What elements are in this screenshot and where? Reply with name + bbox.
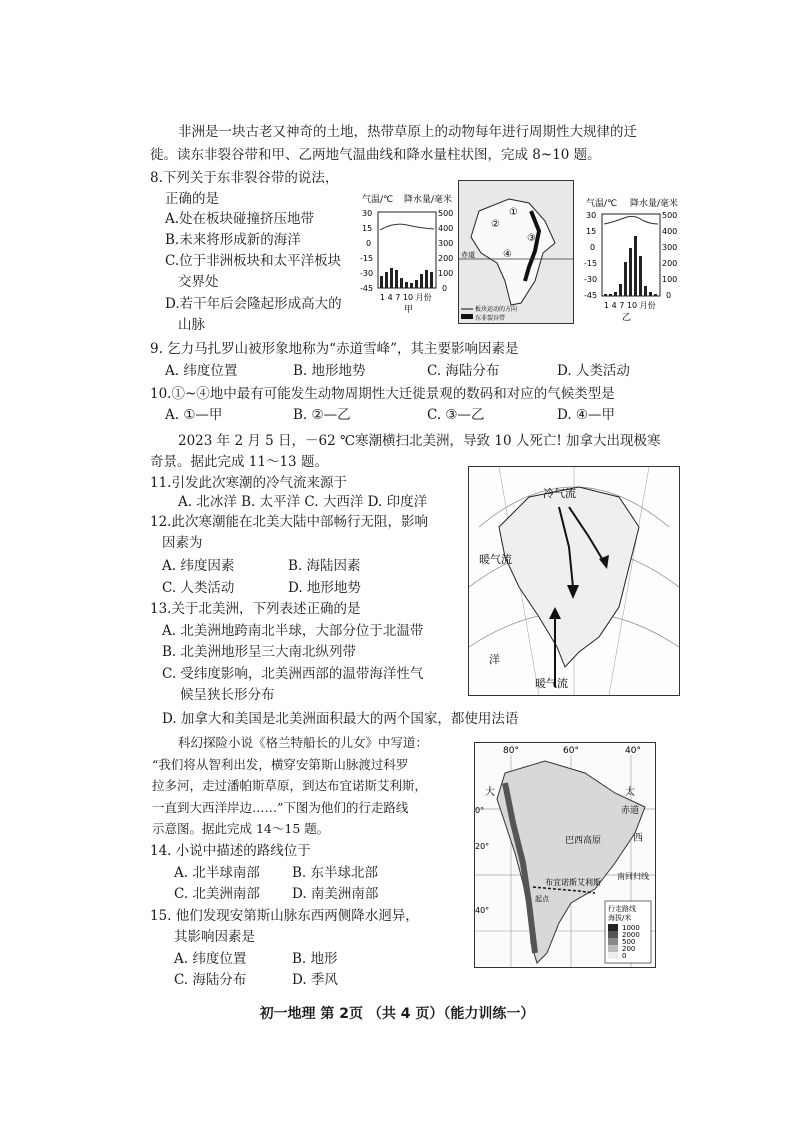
tick-label: -15 bbox=[360, 254, 374, 263]
temp-label: 气温/℃ bbox=[586, 199, 618, 209]
city-label: 布宜诺斯艾利斯 bbox=[545, 878, 601, 887]
legend-text: 东非裂谷带 bbox=[475, 315, 506, 322]
option-a: A. 纬度位置 bbox=[174, 951, 247, 967]
intro-line: 徙。读东非裂谷带和甲、乙两地气温曲线和降水量柱状图，完成 8~10 题。 bbox=[150, 147, 601, 163]
precip-bar bbox=[624, 262, 627, 296]
question-stem: 其影响因素是 bbox=[174, 929, 255, 945]
option-c: C.位于非洲板块和太平洋板块 bbox=[165, 253, 342, 269]
legend-swatch bbox=[461, 314, 473, 319]
legend-title: 行走路线 bbox=[608, 905, 636, 913]
tick-label: -45 bbox=[584, 291, 598, 300]
precip-bar bbox=[614, 292, 617, 296]
latitude-label: 0° bbox=[475, 806, 485, 815]
legend-swatch bbox=[608, 952, 618, 959]
precip-bar bbox=[649, 292, 652, 296]
plateau-label: 巴西高原 bbox=[565, 836, 602, 846]
tick-label: 30 bbox=[362, 209, 373, 218]
option-c: C. 人类活动 bbox=[162, 580, 235, 596]
option-b: B. 地形 bbox=[292, 951, 338, 967]
temperature-curve bbox=[604, 216, 658, 224]
tick-label: 400 bbox=[662, 227, 678, 236]
legend-swatch bbox=[608, 938, 618, 945]
question-stem: 因素为 bbox=[162, 535, 203, 551]
option-a: A. 纬度因素 bbox=[162, 558, 235, 574]
precip-bar bbox=[400, 278, 403, 288]
continent-outline bbox=[499, 487, 639, 667]
tick-label: 0 bbox=[590, 243, 596, 252]
latitude-label: 20° bbox=[475, 842, 490, 851]
option-c-cont: 候呈狭长形分布 bbox=[180, 687, 275, 703]
legend-value: 2000 bbox=[622, 931, 640, 939]
precip-bar bbox=[410, 283, 413, 288]
temperature-curve bbox=[380, 224, 434, 230]
legend-swatch bbox=[608, 931, 618, 938]
option-d: D. 人类活动 bbox=[557, 363, 630, 379]
tick-label: 0 bbox=[666, 291, 672, 300]
south-america-map bbox=[474, 742, 656, 968]
option-d: D. 加拿大和美国是北美洲面积最大的两个国家，都使用法语 bbox=[162, 711, 519, 727]
intro-line: 2023 年 2 月 5 日，－62 ℃寒潮横扫北美洲，导致 10 人死亡! 加拿大出现极寒 bbox=[178, 433, 661, 449]
option-d: D.若干年后会隆起形成高大的 bbox=[165, 296, 342, 312]
precip-bar bbox=[420, 274, 423, 288]
tick-label: 100 bbox=[438, 269, 454, 278]
tick-label: 0 bbox=[366, 239, 372, 248]
intro-line: 奇景。据此完成 11～13 题。 bbox=[150, 454, 328, 470]
precip-bar bbox=[619, 284, 622, 296]
ocean-label: 洋 bbox=[489, 653, 500, 666]
legend-swatch bbox=[608, 924, 618, 931]
longitude-label: 80° bbox=[503, 746, 519, 756]
legend-value: 0 bbox=[622, 952, 627, 960]
chart-name: 乙 bbox=[622, 313, 632, 323]
precip-bar bbox=[639, 256, 642, 296]
option-a: A.处在板块碰撞挤压地带 bbox=[165, 211, 315, 227]
africa-map bbox=[458, 180, 574, 324]
precip-bar bbox=[395, 270, 398, 288]
option-b: B. 地形地势 bbox=[293, 363, 366, 379]
page-footer: 初一地理 第 2页 （共 4 页）（能力训练一） bbox=[259, 1006, 535, 1022]
option-c: C. ③—乙 bbox=[427, 407, 485, 423]
warm-flow-label: 暖气流 bbox=[479, 553, 512, 566]
precip-bar bbox=[604, 294, 607, 296]
tropic-label: 南回归线 bbox=[617, 872, 649, 881]
place-1: ① bbox=[509, 207, 518, 218]
tick-label: 15 bbox=[362, 224, 373, 233]
intro-line: 科幻探险小说《格兰特船长的儿女》中写道： bbox=[178, 735, 429, 750]
intro-line: 拉多河，走过潘帕斯草原，到达布宜诺斯艾利斯， bbox=[152, 778, 428, 793]
cold-flow-label: 冷气流 bbox=[543, 487, 576, 500]
temp-label: 气温/℃ bbox=[362, 195, 394, 205]
precip-bar bbox=[609, 294, 612, 296]
precip-bar bbox=[629, 248, 632, 296]
tick-label: 200 bbox=[438, 254, 454, 263]
precip-bar bbox=[644, 286, 647, 296]
legend-swatch bbox=[608, 945, 618, 952]
question-stem: 8.下列关于东非裂谷带的说法， bbox=[150, 170, 339, 186]
ocean-label: 西 bbox=[633, 833, 643, 844]
tick-label: 500 bbox=[662, 211, 678, 220]
tick-label: -15 bbox=[584, 259, 598, 268]
option-b: B. 海陆因素 bbox=[288, 558, 361, 574]
tick-label: 200 bbox=[662, 259, 678, 268]
latitude-label: 40° bbox=[475, 906, 490, 915]
option-a: A. 纬度位置 bbox=[165, 363, 238, 379]
option-c: C. 北美洲南部 bbox=[174, 886, 260, 902]
question-stem: 9. 乞力马扎罗山被形象地称为“赤道雪峰”，其主要影响因素是 bbox=[150, 341, 519, 357]
ocean-label: 大 bbox=[485, 787, 495, 798]
longitude-label: 40° bbox=[625, 746, 641, 756]
question-stem: 13.关于北美洲，下列表述正确的是 bbox=[150, 601, 361, 617]
place-2: ② bbox=[491, 219, 500, 230]
option-b: B. 北美洲地形呈三大南北纵列带 bbox=[162, 644, 357, 660]
tick-label: 0 bbox=[442, 284, 448, 293]
question-stem: 11.引发此次寒潮的冷气流来源于 bbox=[150, 475, 347, 491]
option-c: C. 海陆分布 bbox=[174, 972, 247, 988]
month-axis: 1 4 7 10 月份 bbox=[380, 293, 432, 302]
legend-title: 海拔/米 bbox=[608, 914, 632, 922]
month-axis: 1 4 7 10 月份 bbox=[604, 301, 656, 310]
north-america-map bbox=[468, 466, 680, 696]
option-d: D. 地形地势 bbox=[288, 580, 361, 596]
equator-label: 赤道 bbox=[461, 251, 475, 259]
place-3: ③ bbox=[527, 233, 536, 244]
tick-label: 500 bbox=[438, 209, 454, 218]
option-d-cont: 山脉 bbox=[178, 317, 205, 333]
option-c: C. 受纬度影响，北美洲西部的温带海洋性气 bbox=[162, 666, 424, 682]
precip-bar bbox=[385, 272, 388, 288]
precip-label: 降水量/毫米 bbox=[404, 195, 453, 205]
longitude-label: 60° bbox=[563, 746, 579, 756]
tick-label: 300 bbox=[662, 243, 678, 252]
question-stem: 10.①~④地中最有可能发生动物周期性大迁徙景观的数码和对应的气候类型是 bbox=[150, 386, 615, 402]
start-label: 起点 bbox=[535, 895, 549, 903]
option-b: B. ②—乙 bbox=[293, 407, 351, 423]
option-d: D. ④—甲 bbox=[557, 407, 616, 423]
legend-text: 板块运动的方向 bbox=[475, 306, 518, 313]
option-a: A. 北美洲地跨南北半球，大部分位于北温带 bbox=[162, 623, 424, 639]
legend-value: 500 bbox=[622, 938, 636, 946]
option-c-cont: 交界处 bbox=[178, 274, 219, 290]
intro-line: 非洲是一块古老又神奇的土地，热带草原上的动物每年进行周期性大规律的迁 bbox=[178, 124, 637, 140]
equator-label: 赤道 bbox=[621, 806, 640, 816]
question-stem: 15. 他们发现安第斯山脉东西两侧降水迥异， bbox=[150, 908, 419, 924]
tick-label: 400 bbox=[438, 224, 454, 233]
precip-bar bbox=[634, 236, 637, 296]
tick-label: -45 bbox=[360, 284, 374, 293]
precip-bar bbox=[425, 270, 428, 288]
intro-line: “我们将从智利出发，横穿安第斯山脉渡过科罗 bbox=[152, 757, 409, 772]
place-4: ④ bbox=[503, 249, 512, 260]
option-c: C. 海陆分布 bbox=[427, 363, 500, 379]
legend-value: 1000 bbox=[622, 924, 640, 932]
tick-label: 100 bbox=[662, 275, 678, 284]
precip-label: 降水量/毫米 bbox=[630, 199, 679, 209]
climate-chart-yi bbox=[584, 196, 684, 324]
chart-name: 甲 bbox=[404, 305, 414, 315]
tick-label: -30 bbox=[584, 275, 598, 284]
precip-bar bbox=[380, 276, 383, 288]
legend-value: 200 bbox=[622, 945, 636, 953]
options: A. 北冰洋 B. 太平洋 C. 大西洋 D. 印度洋 bbox=[178, 494, 428, 510]
question-stem: 14. 小说中描述的路线位于 bbox=[150, 843, 311, 859]
option-b: B.未来将形成新的海洋 bbox=[165, 232, 301, 248]
option-a: A. ①—甲 bbox=[165, 407, 223, 423]
ocean-label: 太 bbox=[625, 787, 635, 798]
question-stem: 12.此次寒潮能在北美大陆中部畅行无阻，影响 bbox=[150, 514, 428, 530]
precip-bar bbox=[430, 272, 433, 288]
option-d: D. 南美洲南部 bbox=[292, 886, 379, 902]
intro-line: 示意图。据此完成 14～15 题。 bbox=[152, 821, 330, 836]
precip-bar bbox=[405, 282, 408, 288]
precip-bar bbox=[390, 268, 393, 288]
tick-label: 15 bbox=[586, 227, 597, 236]
precip-bar bbox=[415, 280, 418, 288]
question-stem: 正确的是 bbox=[165, 191, 219, 207]
tick-label: -30 bbox=[360, 269, 374, 278]
climate-chart-jia bbox=[360, 192, 458, 318]
tick-label: 300 bbox=[438, 239, 454, 248]
intro-line: 一直到大西洋岸边……”下图为他们的行走路线 bbox=[152, 800, 409, 815]
tick-label: 30 bbox=[586, 211, 597, 220]
option-a: A. 北半球南部 bbox=[174, 865, 260, 881]
warm-flow-label: 暖气流 bbox=[535, 677, 568, 690]
option-d: D. 季风 bbox=[292, 972, 338, 988]
precip-bar bbox=[654, 294, 657, 296]
option-b: B. 东半球北部 bbox=[292, 865, 379, 881]
